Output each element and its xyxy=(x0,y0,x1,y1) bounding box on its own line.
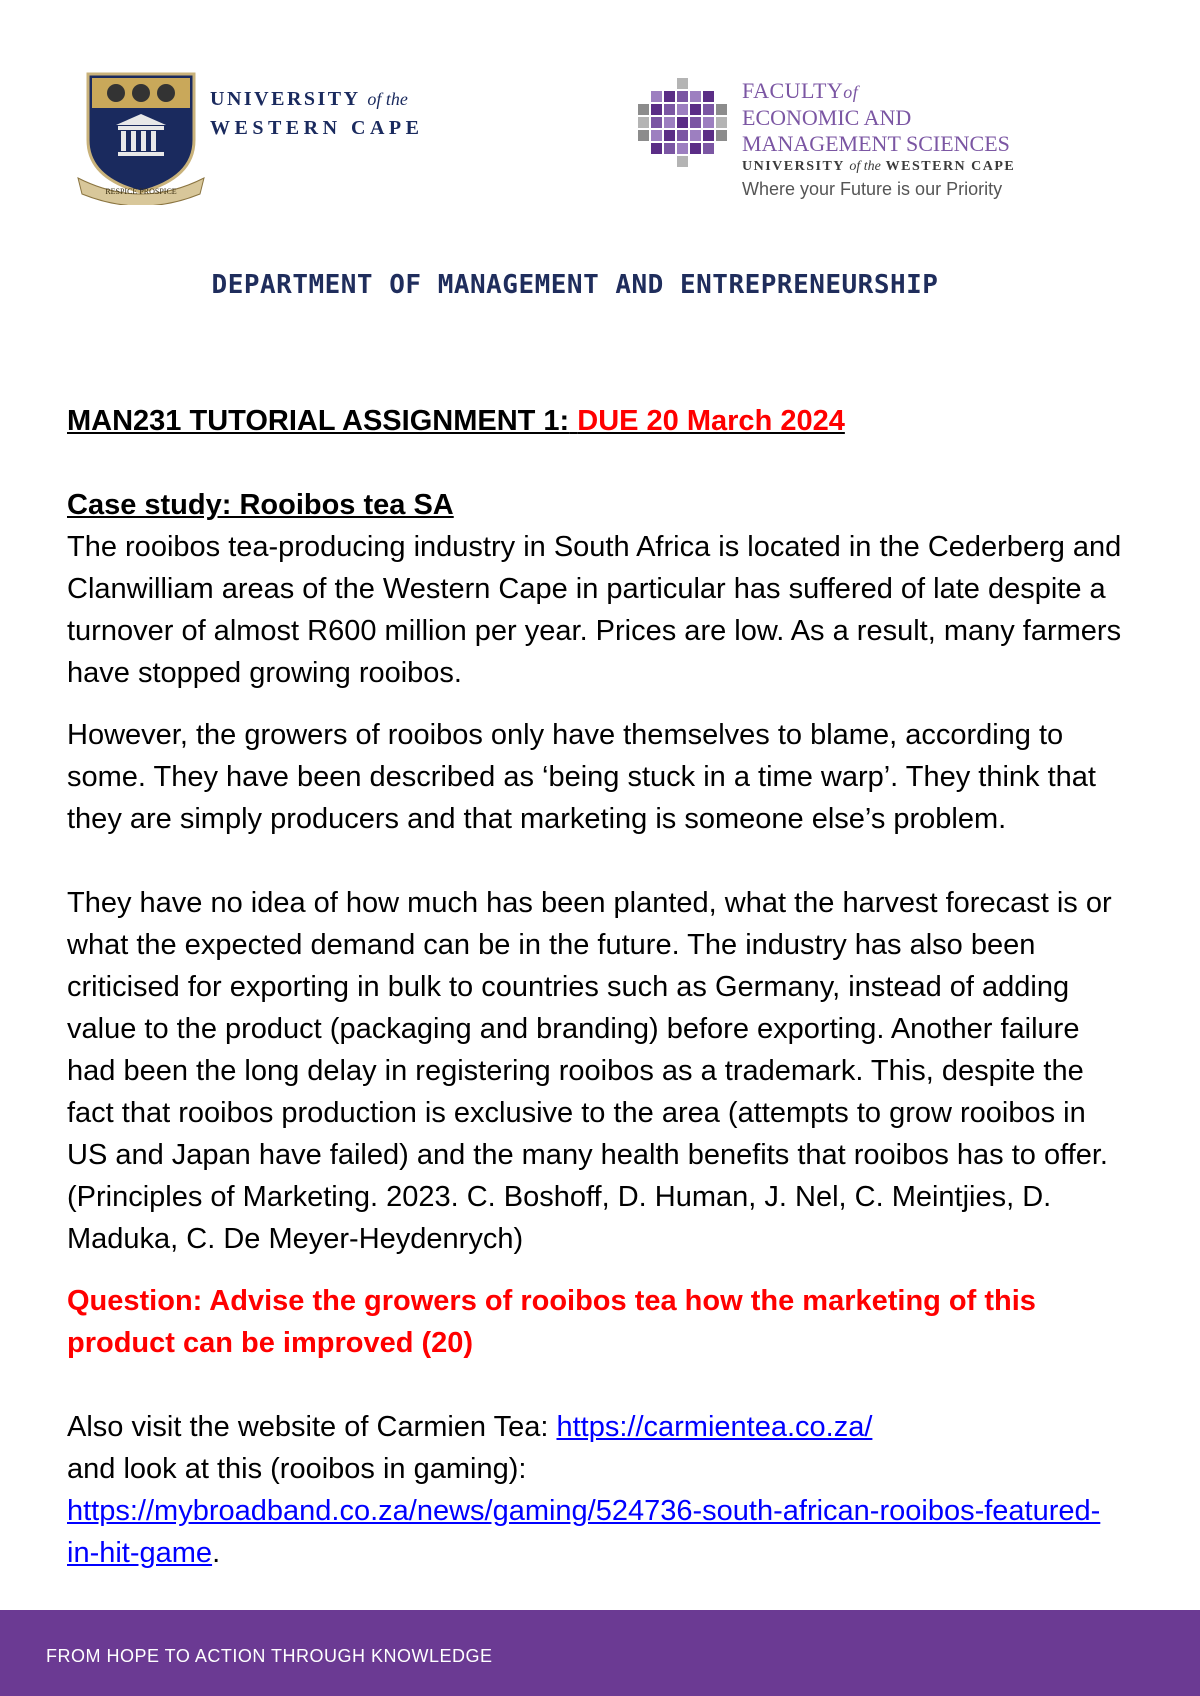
mybroadband-link[interactable]: https://mybroadband.co.za/news/gaming/524736-south-african-rooibos-featured-in-hit-game xyxy=(67,1495,1101,1569)
logo-dot xyxy=(677,143,688,154)
uwc-motto: RESPICE PROSPICE xyxy=(105,187,177,196)
logo-dot xyxy=(677,91,688,102)
due-date: DUE 20 March 2024 xyxy=(577,405,845,437)
logo-dot xyxy=(664,117,675,128)
logo-dot xyxy=(703,91,714,102)
faculty-line4-b: WESTERN CAPE xyxy=(885,159,1016,174)
faculty-line1: FACULTY xyxy=(742,78,844,103)
logo-dot xyxy=(677,130,688,141)
logo-dot xyxy=(677,156,688,167)
logo-dot xyxy=(664,143,675,154)
gaming-intro: and look at this (rooibos in gaming): xyxy=(67,1453,527,1485)
carmien-tea-link[interactable]: https://carmientea.co.za/ xyxy=(556,1411,873,1443)
uwc-crest-logo xyxy=(76,70,206,205)
logo-dot xyxy=(690,91,701,102)
logo-dot xyxy=(664,130,675,141)
footer-slogan: FROM HOPE TO ACTION THROUGH KNOWLEDGE xyxy=(46,1646,493,1666)
logo-dot xyxy=(651,117,662,128)
logo-dot xyxy=(690,104,701,115)
case-study-paragraph-2: However, the growers of rooibos only have themselves to blame, according to some. They have been described as ‘being stuck in a time warp’. They think that they are simply producers and that marketing is someone else’s problem. xyxy=(67,719,1096,835)
case-study-heading: Case study: Rooibos tea SA xyxy=(67,489,454,521)
assignment-title xyxy=(67,400,1127,442)
assignment-title-text: MAN231 TUTORIAL ASSIGNMENT 1: xyxy=(67,405,570,437)
case-study-paragraph-1: The rooibos tea-producing industry in South Africa is located in the Cederberg and Clanwilliam areas of the Western Cape in particular has suffered of late despite a turnover of almost R600 million per year. Prices are low. As a result, many farmers have stopped growing rooibos. xyxy=(67,531,1122,689)
logo-dot xyxy=(638,117,649,128)
faculty-line4-a: UNIVERSITY xyxy=(742,159,845,174)
faculty-line3: MANAGEMENT SCIENCES xyxy=(742,131,1010,156)
logo-dot xyxy=(703,143,714,154)
department-title: DEPARTMENT OF MANAGEMENT AND ENTREPRENEURSHIP xyxy=(211,270,939,300)
logo-dot xyxy=(651,91,662,102)
case-study-paragraph-3: They have no idea of how much has been planted, what the harvest forecast is or what the expected demand can be in the future. The industry has also been criticised for exporting in bulk to countries such as Germany, instead of adding value to the product (packaging and branding) before exporting. Another failure had been the long delay in registering rooibos as a trademark. This, despite the fact that rooibos production is exclusive to the area (attempts to grow rooibos in US and Japan have failed) and the many health benefits that rooibos has to offer. (Principles of Marketing. 2023. C. Boshoff, D. Human, J. Nel, C. Meintjies, D. Maduka, C. De Meyer-Heydenrych) xyxy=(67,887,1112,1255)
logo-dot xyxy=(651,130,662,141)
faculty-logo-mark xyxy=(636,76,732,172)
document-body xyxy=(67,400,1127,1574)
logo-dot xyxy=(664,91,675,102)
logo-dot xyxy=(677,78,688,89)
uwc-line1: UNIVERSITY xyxy=(210,88,360,110)
logo-dot xyxy=(703,104,714,115)
footer-band xyxy=(0,1610,1200,1696)
faculty-line1-italic: of xyxy=(843,82,859,102)
gaming-line xyxy=(67,1490,1127,1574)
logo-dot xyxy=(716,117,727,128)
carmien-intro: Also visit the website of Carmien Tea: xyxy=(67,1411,549,1443)
logo-dot xyxy=(638,130,649,141)
logo-dot xyxy=(703,130,714,141)
carmien-line xyxy=(67,1406,1127,1448)
faculty-wordmark xyxy=(742,78,1015,200)
logo-dot xyxy=(690,117,701,128)
faculty-line4-italic: of the xyxy=(849,159,881,174)
logo-dot xyxy=(690,143,701,154)
logo-dot xyxy=(677,104,688,115)
logo-dot xyxy=(664,104,675,115)
trailing-period: . xyxy=(212,1537,221,1569)
logo-dot xyxy=(638,104,649,115)
logo-dot xyxy=(716,104,727,115)
logo-dot xyxy=(651,104,662,115)
faculty-tagline: Where your Future is our Priority xyxy=(742,179,1003,199)
logo-dot xyxy=(716,130,727,141)
question-text: Question: Advise the growers of rooibos tea how the marketing of this product can be improved (20) xyxy=(67,1285,1036,1359)
uwc-line1-italic: of the xyxy=(367,89,408,109)
logo-dot xyxy=(677,117,688,128)
logo-dot xyxy=(703,117,714,128)
faculty-line2: ECONOMIC AND xyxy=(742,105,912,130)
logo-dot xyxy=(690,130,701,141)
uwc-wordmark xyxy=(210,88,423,140)
uwc-line2: WESTERN CAPE xyxy=(210,117,424,139)
logo-dot xyxy=(651,143,662,154)
